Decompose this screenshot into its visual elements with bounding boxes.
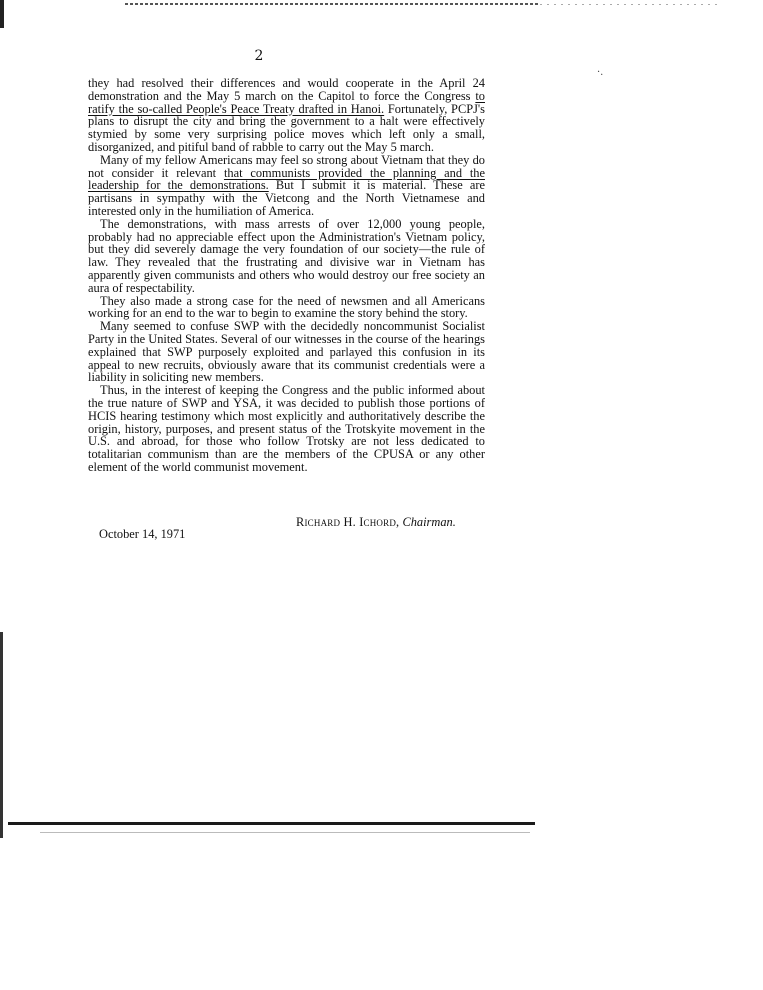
paragraph-text: They also made a strong case for the need of newsmen and all Americans working for an end to the war to begin to examine the story behind the story.	[88, 293, 485, 321]
paragraph-text: Many of my fellow Americans may feel so strong about Vietnam that they do not consider it relevant	[88, 152, 485, 180]
paragraph	[88, 295, 485, 321]
underlined-text: that communists provided the planning and the leadership for the demonstrations.	[88, 165, 485, 193]
paragraph	[88, 384, 485, 474]
paragraph	[88, 320, 485, 384]
bottom-rule	[8, 822, 535, 825]
paragraph	[88, 154, 485, 218]
bottom-faint-rule	[40, 832, 530, 833]
paragraph-text: Thus, in the interest of keeping the Congress and the public informed about the true nature of SWP and YSA, it was decided to publish those portions of HCIS hearing testimony which most explicitly and authoritatively describe the origin, history, purposes, and present status of the Trotskyite movement in the U.S. and abroad, for those who follow Trotsky are not less dedicated to totalitarian communism than are the members of the CPUSA or any other element of the world communist movement.	[88, 383, 485, 474]
scan-edge-mark-top	[0, 0, 4, 28]
scan-edge-mark-bottom	[0, 632, 3, 838]
top-dashed-rule	[125, 3, 540, 5]
paragraph-text: they had resolved their differences and would cooperate in the April 24 demonstration and the May 5 march on the Capitol to force the Congress	[88, 76, 485, 103]
paragraph-text: Fortunately, PCPJ's plans to disrupt the city and bring the government to a halt were effectively stymied by some very surprising police moves which left only a small, disorganized, and pitiful band of rabble to carry out the May 5 march.	[88, 101, 485, 154]
paragraph-text: Many seemed to confuse SWP with the decidedly noncommunist Socialist Party in the United States. Several of our witnesses in the course of the hearings explained that SWP purposely exploited and parlayed this confusion in its appeal to new recruits, obviously aware that its communist credentials were a liability in soliciting new members.	[88, 319, 485, 385]
letter-body	[88, 77, 485, 474]
signature-line	[296, 515, 486, 530]
scan-speck: ·.	[597, 67, 604, 78]
letter-date: October 14, 1971	[99, 527, 186, 541]
underlined-text: to ratify the so-called People's Peace Treaty drafted in Hanoi.	[88, 88, 485, 116]
paragraph-text: The demonstrations, with mass arrests of over 12,000 young people, probably had no appreciable effect upon the Administration's Vietnam policy, but they did severely damage the very foundation of our society—the rule of law. They revealed that the frustrating and divisive war in Vietnam has apparently given communists and others who would destroy our free society an aura of respectability.	[88, 216, 485, 295]
paragraph	[88, 218, 485, 295]
top-faint-rule	[540, 4, 720, 5]
page-number: 2	[254, 48, 264, 64]
signatory-name: Richard H. Ichord,	[296, 515, 400, 529]
paragraph-text: But I submit it is material. These are partisans in sympathy with the Vietcong and the North Vietnamese and interested only in the humiliation of America.	[88, 178, 485, 218]
paragraph	[88, 77, 485, 154]
signatory-title: Chairman.	[402, 515, 456, 529]
